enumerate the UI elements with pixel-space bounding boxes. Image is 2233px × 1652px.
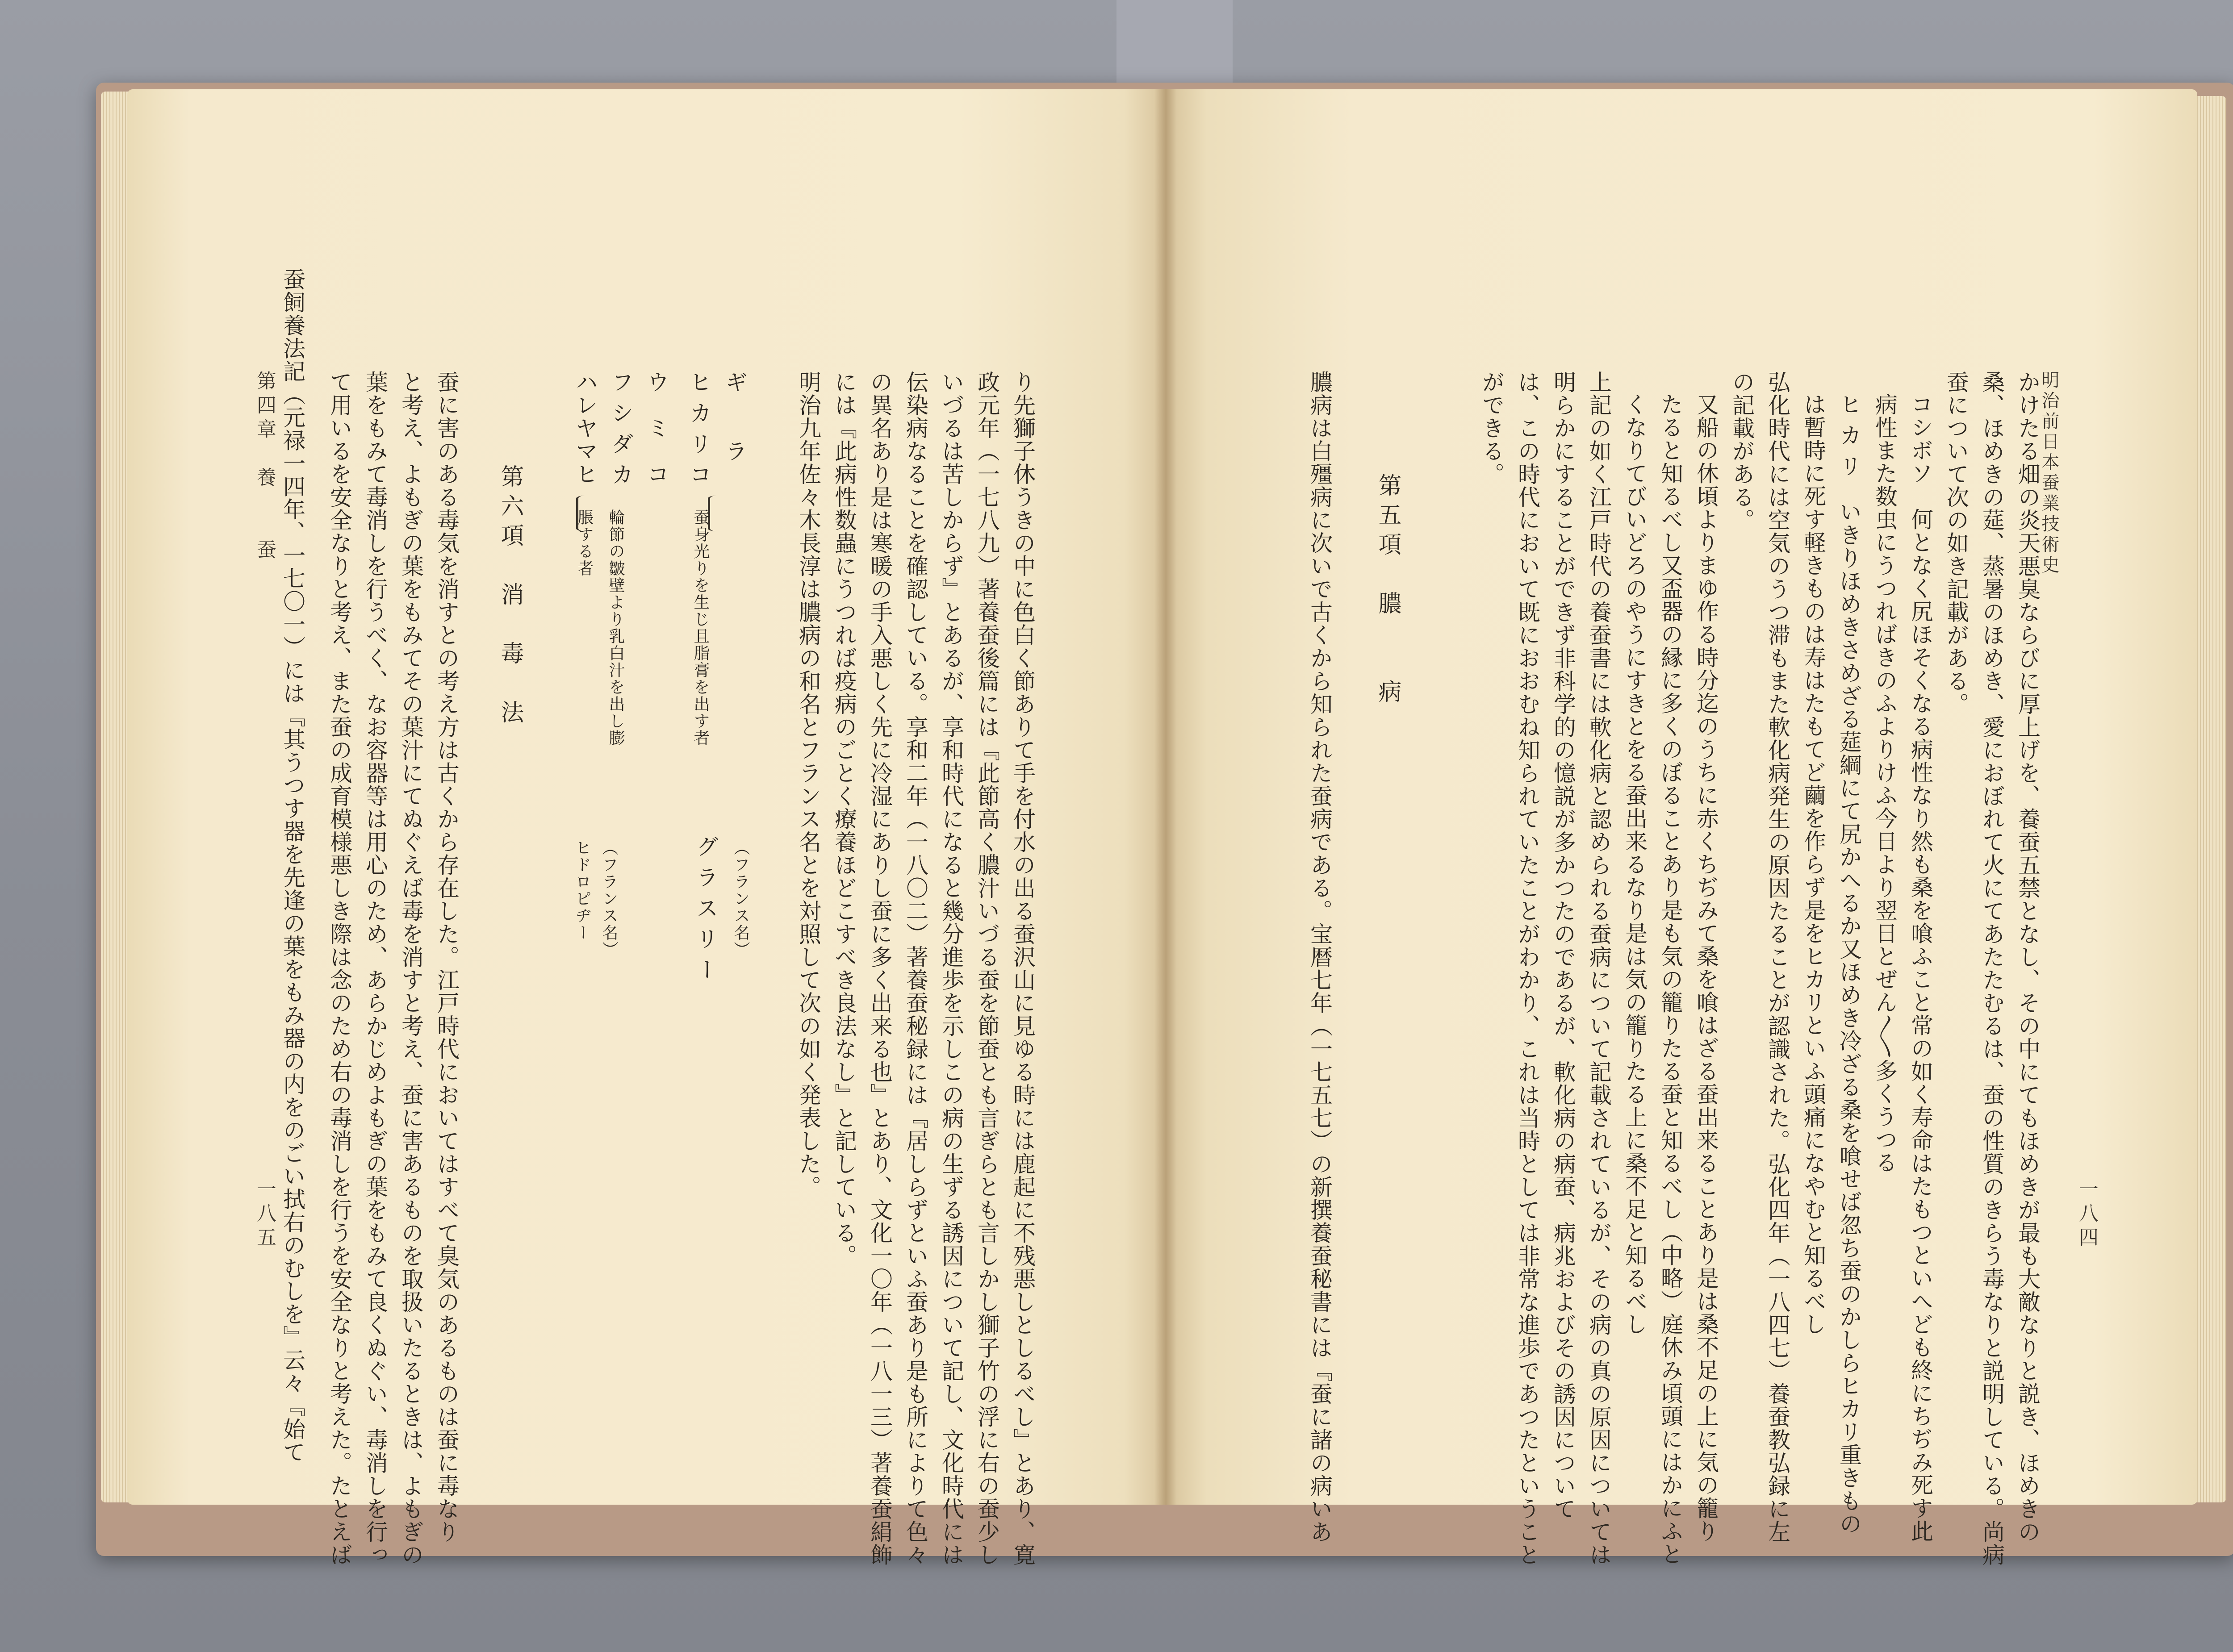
disease-name: ヒ カ リ コ [686,371,712,486]
french-label: （フランス名） [600,839,618,958]
quote-line: ヒ カ リ いきりほめきさめざる莚綱にて尻かへるか又ほめき冷ざる桑を喰せば忽ち蚕のかしらヒカリ重きもの [1836,393,1862,1535]
body-line: 膿病は白殭病に次いで古くから知られた蚕病である。宝暦七年（一七五七）の新撰養蚕秘書には『蚕に諸の病いあ [1307,371,1333,1544]
disease-name: ハレヤマヒ [572,371,598,486]
body-line: 桑、ほめきの莚、蒸暑のほめき、愛におぼれて火にてあたたむるは、蚕の性質のきらう毒なりと説明している。尚病 [1979,371,2005,1566]
quote-line: 又船の休頃よりまゆ作る時分迄のうちに赤くちぢみて桑を喰はざる蚕出来ることあり是は桑不足の上に気の籠り [1693,393,1719,1543]
body-line: かけたる畑の炎天悪臭ならびに厚上げを、養蚕五禁となし、その中にてもほめきが最も大敵なりと説き、ほめきの [2015,371,2041,1544]
body-line: り先獅子休うきの中に色白く節ありて手を付水の出る蚕沢山に見ゆる時には鹿起に不残悪しとしるべし』とあり、寛 [1010,371,1036,1566]
disease-description: 脹する者 [575,509,594,577]
disease-description: 輪節の皺壁より乳白汁を出し膨 [606,509,625,747]
quote-line: は暫時に死す軽きものは寿はたもてど繭を作らず是をヒカリといふ頭痛になやむと知るべし [1800,393,1826,1336]
body-line: ができる。 [1479,371,1505,486]
french-name: グ ラ ス リ ー [693,835,719,981]
body-line: 上記の如く江戸時代の養蚕書には軟化病と認められる蚕病について記載されているが、その病の真の原因については [1586,371,1612,1566]
body-line: て用いるを安全なりと考え、また蚕の成育模様悪しき際は念のため右の毒消しを行うを安全なりと考えた。たとえば [326,371,352,1566]
body-line: は、この時代において既におおむね知られていたことがわかり、これは当時としては非常な進歩であつたということ [1514,371,1540,1566]
body-line: の異名あり是は寒暖の手入悪しく先に冷湿にありし蚕に多く出来る也』とあり、文化一〇年（一八一三）著養蚕絹飾 [867,371,893,1566]
french-label: （フランス名） [732,839,750,958]
book-gutter [1154,89,1177,1505]
body-line: 蚕飼養法記（元禄一四年、一七〇一）には『其うつす器を先逢の葉をもみ器の内をのごい拭右のむしを』云々『始て [280,268,305,1464]
disease-name: ギ ラ [722,371,748,463]
body-line: 葉をもみて毒消しを行うべく、なお容器等は用心のため、あらかじめよもぎの葉をもみて良くぬぐい、毒消しを行っ [362,371,388,1566]
body-line: と考え、よもぎの葉をもみてその葉汁にてぬぐえば毒を消すと考え、蚕に害あるものを取扱いたるときは、よもぎの [398,371,424,1566]
chapter-footer: 第四章 養 蚕 [253,371,276,563]
french-name: ヒドロピヂー [573,839,591,941]
quote-line: くなりてびいどろのやうにすきとをる蚕出来るなり是は気の籠りたる上に桑不足と知るべし [1622,393,1648,1336]
disease-name: フ シ ダ カ [608,371,634,486]
body-line: 弘化時代には空気のうつ滞もまた軟化病発生の原因たることが認識された。弘化四年（一八四七）養蚕教弘録に左 [1765,371,1790,1544]
body-line: 伝染病なることを確認している。享和二年（一八〇二）著養蚕秘録には『居しらずといふ蚕あり是も所によりて色々 [903,371,928,1566]
body-line: 政元年（一七八九）著養蚕後篇には『此節高く膿汁いづる蚕を節蚕とも言ぎらとも言しかし獅子竹の浮に右の蚕少し [974,371,1000,1566]
body-line: には『此病性数蟲にうつれば疫病のごとく療養ほどこすべき良法なし』と記している。 [831,371,857,1268]
brace-group-1 [708,496,725,531]
disease-description: 蚕身光りを生じ且脂膏を出す者 [691,509,710,747]
page-number-left: 一八五 [253,1179,276,1251]
section-heading-5: 第五項 膿 病 [1374,473,1401,709]
quote-line: たると知るべし又盃器の縁に多くのぼることあり是も気の籠りたる蚕と知るべし（中略）庭休み頃頭にはかにふと [1657,393,1683,1566]
body-line: いづるは苦しからず』とあるが、享和時代になると幾分進歩を示しこの病の生ずる誘因について記し、文化時代には [938,371,964,1566]
body-line: の記載がある。 [1729,371,1755,532]
running-header: 明治前日本蚕業技術史 [2039,371,2059,576]
disease-name: ウ ミ コ [644,371,669,486]
quote-line: 病性また数虫にうつればきのふよりけふ今日より翌日とぜん〳〵多くうつる [1872,393,1898,1174]
body-line: 蚕について次の如き記載がある。 [1943,371,1969,716]
body-line: 明治九年佐々木長淳は膿病の和名とフランス名とを対照して次の如く発表した。 [795,371,821,1198]
page-number-right: 一八四 [2075,1179,2098,1251]
quote-line: コシボソ 何となく尻ほそくなる病性なり然も桑を喰ふこと常の如く寿命はたもつといへども終にちぢみ死す此 [1907,393,1933,1543]
body-line: 明らかにすることができず非科学的の憶説が多かつたのであるが、軟化病の病蚕、病兆およびその誘因について [1550,371,1576,1520]
section-heading-6: 第六項 消 毒 法 [497,464,523,730]
body-line: 蚕に害のある毒気を消すとの考え方は古くから存在した。江戸時代においてはすべて臭気のあるものは蚕に毒なり [434,371,460,1544]
